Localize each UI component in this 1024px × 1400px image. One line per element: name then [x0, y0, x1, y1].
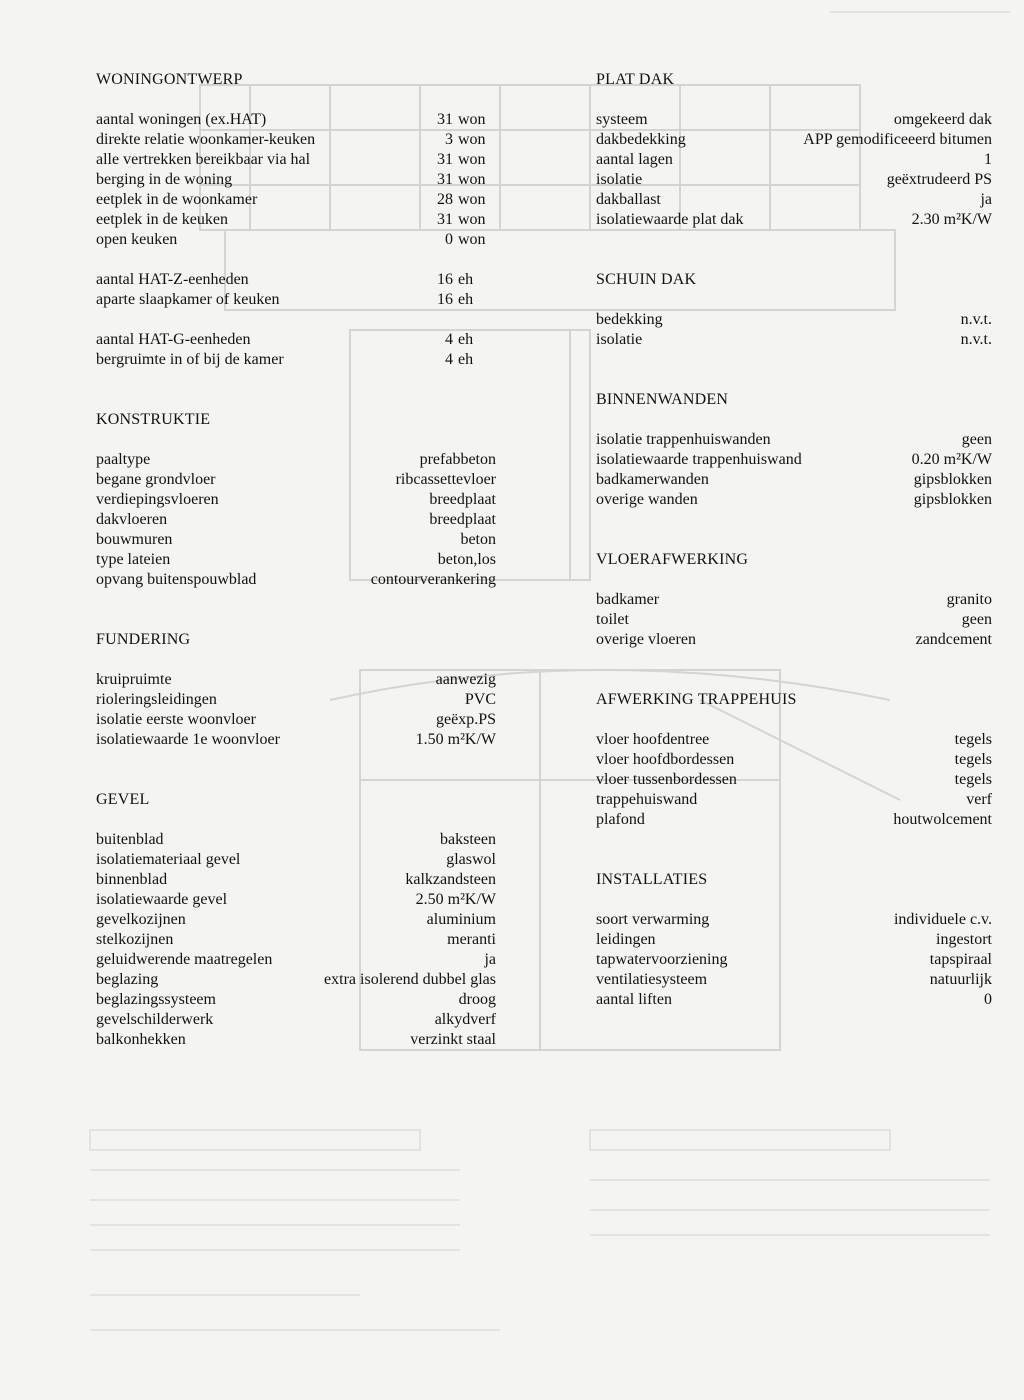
- row-label: type lateien: [96, 551, 171, 568]
- row-value: [437, 270, 496, 290]
- data-row: [596, 490, 992, 510]
- section-spacer: [96, 370, 496, 410]
- row-value: ja: [980, 191, 992, 208]
- row-value: [445, 330, 496, 350]
- row-value: [437, 210, 496, 230]
- data-row: [596, 590, 992, 610]
- row-label: bedekking: [596, 311, 663, 328]
- row-value: tegels: [954, 731, 992, 748]
- data-row: [96, 530, 496, 550]
- row-value: [437, 190, 496, 210]
- data-row: [596, 810, 992, 830]
- group-spacer: [96, 310, 496, 330]
- row-value: PVC: [464, 691, 496, 708]
- row-value: geen: [961, 611, 992, 628]
- row-label: bergruimte in of bij de kamer: [96, 351, 284, 368]
- row-value: droog: [458, 991, 496, 1008]
- section-heading: WONINGONTWERP: [96, 71, 243, 88]
- row-label: trappehuiswand: [596, 791, 698, 808]
- row-label: buitenblad: [96, 831, 164, 848]
- row-unit: won: [458, 191, 486, 208]
- row-label: soort verwarming: [596, 911, 710, 928]
- row-label: plafond: [596, 811, 645, 828]
- row-value: gipsblokken: [913, 491, 992, 508]
- row-label: geluidwerende maatregelen: [96, 951, 273, 968]
- data-row: [596, 210, 992, 230]
- data-row: [96, 950, 496, 970]
- section-spacer: [96, 750, 496, 790]
- group-spacer: [96, 250, 496, 270]
- row-label: aantal lagen: [596, 151, 673, 168]
- row-label: ventilatiesysteem: [596, 971, 708, 988]
- data-row: [96, 1010, 496, 1030]
- row-label: overige wanden: [596, 491, 698, 508]
- data-row: [596, 630, 992, 650]
- row-value: ingestort: [936, 931, 992, 948]
- row-value: beton,los: [437, 551, 496, 568]
- section-heading: SCHUIN DAK: [596, 271, 697, 288]
- row-value: verzinkt staal: [410, 1031, 496, 1048]
- row-label: isolatie: [596, 331, 643, 348]
- section-spacer: [596, 650, 992, 690]
- row-label: bouwmuren: [96, 531, 173, 548]
- data-row: [96, 830, 496, 850]
- data-row: [596, 950, 992, 970]
- row-label: opvang buitenspouwblad: [96, 571, 257, 588]
- data-row: [96, 910, 496, 930]
- data-row: [596, 170, 992, 190]
- data-row: [596, 730, 992, 750]
- row-unit: eh: [458, 331, 474, 348]
- row-value: 2.50 m²K/W: [415, 891, 496, 908]
- data-row: [596, 930, 992, 950]
- row-value: APP gemodificeeerd bitumen: [803, 131, 992, 148]
- section-heading: VLOERAFWERKING: [596, 551, 749, 568]
- row-value: granito: [946, 591, 992, 608]
- row-count: 4: [445, 331, 453, 348]
- row-label: rioleringsleidingen: [96, 691, 217, 708]
- section-heading: KONSTRUKTIE: [96, 411, 211, 428]
- row-count: 16: [437, 271, 453, 288]
- row-label: direkte relatie woonkamer-keuken: [96, 131, 316, 148]
- data-row: [596, 310, 992, 330]
- section-installaties: [596, 870, 992, 1010]
- data-row: [596, 750, 992, 770]
- row-value: beton: [460, 531, 496, 548]
- row-value: ribcassettevloer: [395, 471, 496, 488]
- row-label: eetplek in de keuken: [96, 211, 228, 228]
- row-value: [437, 290, 496, 310]
- data-row: [96, 290, 496, 310]
- data-row: [96, 470, 496, 490]
- row-unit: won: [458, 131, 486, 148]
- row-value: 2.30 m²K/W: [911, 211, 992, 228]
- data-row: [96, 490, 496, 510]
- section-vloerafwerking: [596, 550, 992, 690]
- row-value: [437, 110, 496, 130]
- row-label: leidingen: [596, 931, 656, 948]
- row-count: 0: [445, 231, 453, 248]
- row-label: isolatiewaarde plat dak: [596, 211, 744, 228]
- data-row: [96, 1030, 496, 1050]
- row-value: zandcement: [915, 631, 992, 648]
- row-value: [445, 130, 496, 150]
- data-row: [596, 130, 992, 150]
- section-plat-dak: [596, 70, 992, 270]
- row-label: aparte slaapkamer of keuken: [96, 291, 280, 308]
- row-count: 31: [437, 151, 453, 168]
- data-row: [96, 130, 496, 150]
- section-spacer: [596, 230, 992, 270]
- section-heading: AFWERKING TRAPPEHUIS: [596, 691, 797, 708]
- data-row: [96, 690, 496, 710]
- section-heading: INSTALLATIES: [596, 871, 708, 888]
- row-count: 4: [445, 351, 453, 368]
- data-row: [96, 190, 496, 210]
- row-value: houtwolcement: [893, 811, 992, 828]
- row-value: tegels: [954, 751, 992, 768]
- row-value: 1.50 m²K/W: [415, 731, 496, 748]
- row-count: 28: [437, 191, 453, 208]
- row-label: paaltype: [96, 451, 151, 468]
- data-row: [96, 670, 496, 690]
- data-row: [596, 990, 992, 1010]
- row-value: aanwezig: [435, 671, 496, 688]
- row-value: geëxp.PS: [436, 711, 496, 728]
- row-label: balkonhekken: [96, 1031, 186, 1048]
- data-row: [96, 870, 496, 890]
- section-spacer: [596, 350, 992, 390]
- row-label: badkamer: [596, 591, 660, 608]
- row-label: gevelkozijnen: [96, 911, 186, 928]
- data-row: [96, 230, 496, 250]
- row-value: glaswol: [446, 851, 496, 868]
- data-row: [96, 850, 496, 870]
- row-value: omgekeerd dak: [893, 111, 992, 128]
- row-value: alkydverf: [434, 1011, 496, 1028]
- data-row: [596, 190, 992, 210]
- row-label: tapwatervoorziening: [596, 951, 728, 968]
- section-spacer: [96, 590, 496, 630]
- row-value: [445, 230, 496, 250]
- row-value: natuurlijk: [929, 971, 992, 988]
- data-row: [96, 110, 496, 130]
- row-value: tegels: [954, 771, 992, 788]
- row-value: geen: [961, 431, 992, 448]
- row-label: dakballast: [596, 191, 661, 208]
- row-label: isolatiewaarde trappenhuiswand: [596, 451, 802, 468]
- row-label: badkamerwanden: [596, 471, 709, 488]
- row-value: [437, 150, 496, 170]
- row-value: verf: [966, 791, 992, 808]
- row-value: contourverankering: [370, 571, 496, 588]
- data-row: [96, 350, 496, 370]
- data-row: [96, 150, 496, 170]
- section-woningontwerp: [96, 70, 496, 410]
- row-value: breedplaat: [429, 491, 496, 508]
- row-value: n.v.t.: [960, 331, 992, 348]
- section-heading: PLAT DAK: [596, 71, 675, 88]
- row-unit: eh: [458, 291, 474, 308]
- right-column: [596, 70, 992, 1010]
- row-value: [437, 170, 496, 190]
- row-label: stelkozijnen: [96, 931, 174, 948]
- row-value: 1: [984, 151, 992, 168]
- row-value: 0.20 m²K/W: [911, 451, 992, 468]
- row-value: breedplaat: [429, 511, 496, 528]
- section-heading: GEVEL: [96, 791, 150, 808]
- data-row: [596, 790, 992, 810]
- section-konstruktie: [96, 410, 496, 630]
- row-label: vloer hoofdentree: [596, 731, 710, 748]
- row-label: aantal HAT-G-eenheden: [96, 331, 251, 348]
- row-label: isolatie trappenhuiswanden: [596, 431, 771, 448]
- row-label: toilet: [596, 611, 629, 628]
- data-row: [596, 450, 992, 470]
- row-label: vloer tussenbordessen: [596, 771, 737, 788]
- data-row: [96, 210, 496, 230]
- row-label: open keuken: [96, 231, 178, 248]
- row-value: gipsblokken: [913, 471, 992, 488]
- row-label: dakbedekking: [596, 131, 686, 148]
- data-row: [96, 990, 496, 1010]
- data-row: [96, 510, 496, 530]
- data-row: [96, 970, 496, 990]
- row-value: aluminium: [426, 911, 496, 928]
- section-gevel: [96, 790, 496, 1050]
- row-label: vloer hoofdbordessen: [596, 751, 735, 768]
- data-row: [596, 970, 992, 990]
- row-label: beglazingssysteem: [96, 991, 216, 1008]
- section-spacer: [596, 510, 992, 550]
- row-label: isolatiewaarde gevel: [96, 891, 228, 908]
- row-value: prefabbeton: [419, 451, 496, 468]
- data-row: [596, 470, 992, 490]
- section-fundering: [96, 630, 496, 790]
- row-count: 31: [437, 211, 453, 228]
- row-label: overige vloeren: [596, 631, 696, 648]
- row-value: tapspiraal: [929, 951, 992, 968]
- data-row: [596, 770, 992, 790]
- row-label: isolatie eerste woonvloer: [96, 711, 256, 728]
- row-value: [445, 350, 496, 370]
- row-label: systeem: [596, 111, 648, 128]
- section-afwerking-trappehuis: [596, 690, 992, 870]
- data-row: [596, 150, 992, 170]
- data-row: [596, 910, 992, 930]
- row-count: 31: [437, 171, 453, 188]
- row-count: 16: [437, 291, 453, 308]
- data-row: [596, 110, 992, 130]
- section-heading: FUNDERING: [96, 631, 191, 648]
- row-value: kalkzandsteen: [405, 871, 496, 888]
- section-binnenwanden: [596, 390, 992, 550]
- section-heading: BINNENWANDEN: [596, 391, 729, 408]
- row-label: isolatiemateriaal gevel: [96, 851, 241, 868]
- row-label: verdiepingsvloeren: [96, 491, 219, 508]
- row-label: aantal HAT-Z-eenheden: [96, 271, 249, 288]
- data-row: [96, 730, 496, 750]
- data-row: [96, 550, 496, 570]
- data-row: [96, 930, 496, 950]
- row-unit: won: [458, 151, 486, 168]
- row-label: binnenblad: [96, 871, 168, 888]
- row-label: berging in de woning: [96, 171, 233, 188]
- row-label: isolatiewaarde 1e woonvloer: [96, 731, 280, 748]
- data-row: [96, 170, 496, 190]
- row-unit: won: [458, 111, 486, 128]
- row-label: gevelschilderwerk: [96, 1011, 214, 1028]
- row-label: beglazing: [96, 971, 159, 988]
- data-row: [96, 890, 496, 910]
- row-label: dakvloeren: [96, 511, 168, 528]
- row-value: ja: [484, 951, 496, 968]
- row-unit: won: [458, 231, 486, 248]
- data-row: [596, 330, 992, 350]
- row-value: extra isolerend dubbel glas: [324, 971, 496, 988]
- data-row: [96, 270, 496, 290]
- data-row: [596, 610, 992, 630]
- row-value: individuele c.v.: [893, 911, 992, 928]
- row-unit: won: [458, 211, 486, 228]
- row-count: 3: [445, 131, 453, 148]
- row-value: meranti: [447, 931, 496, 948]
- row-value: n.v.t.: [960, 311, 992, 328]
- row-label: aantal woningen (ex.HAT): [96, 111, 267, 128]
- row-label: kruipruimte: [96, 671, 172, 688]
- row-value: 0: [984, 991, 992, 1008]
- data-row: [96, 570, 496, 590]
- row-label: eetplek in de woonkamer: [96, 191, 258, 208]
- row-label: aantal liften: [596, 991, 672, 1008]
- section-schuin-dak: [596, 270, 992, 390]
- data-row: [96, 450, 496, 470]
- row-value: baksteen: [440, 831, 496, 848]
- row-label: begane grondvloer: [96, 471, 216, 488]
- data-row: [96, 710, 496, 730]
- row-label: alle vertrekken bereikbaar via hal: [96, 151, 311, 168]
- row-unit: won: [458, 171, 486, 188]
- data-row: [596, 430, 992, 450]
- row-unit: eh: [458, 351, 474, 368]
- row-unit: eh: [458, 271, 474, 288]
- row-label: isolatie: [596, 171, 643, 188]
- section-spacer: [596, 830, 992, 870]
- left-column: [96, 70, 496, 1050]
- data-row: [96, 330, 496, 350]
- row-value: geëxtrudeerd PS: [886, 171, 992, 188]
- row-count: 31: [437, 111, 453, 128]
